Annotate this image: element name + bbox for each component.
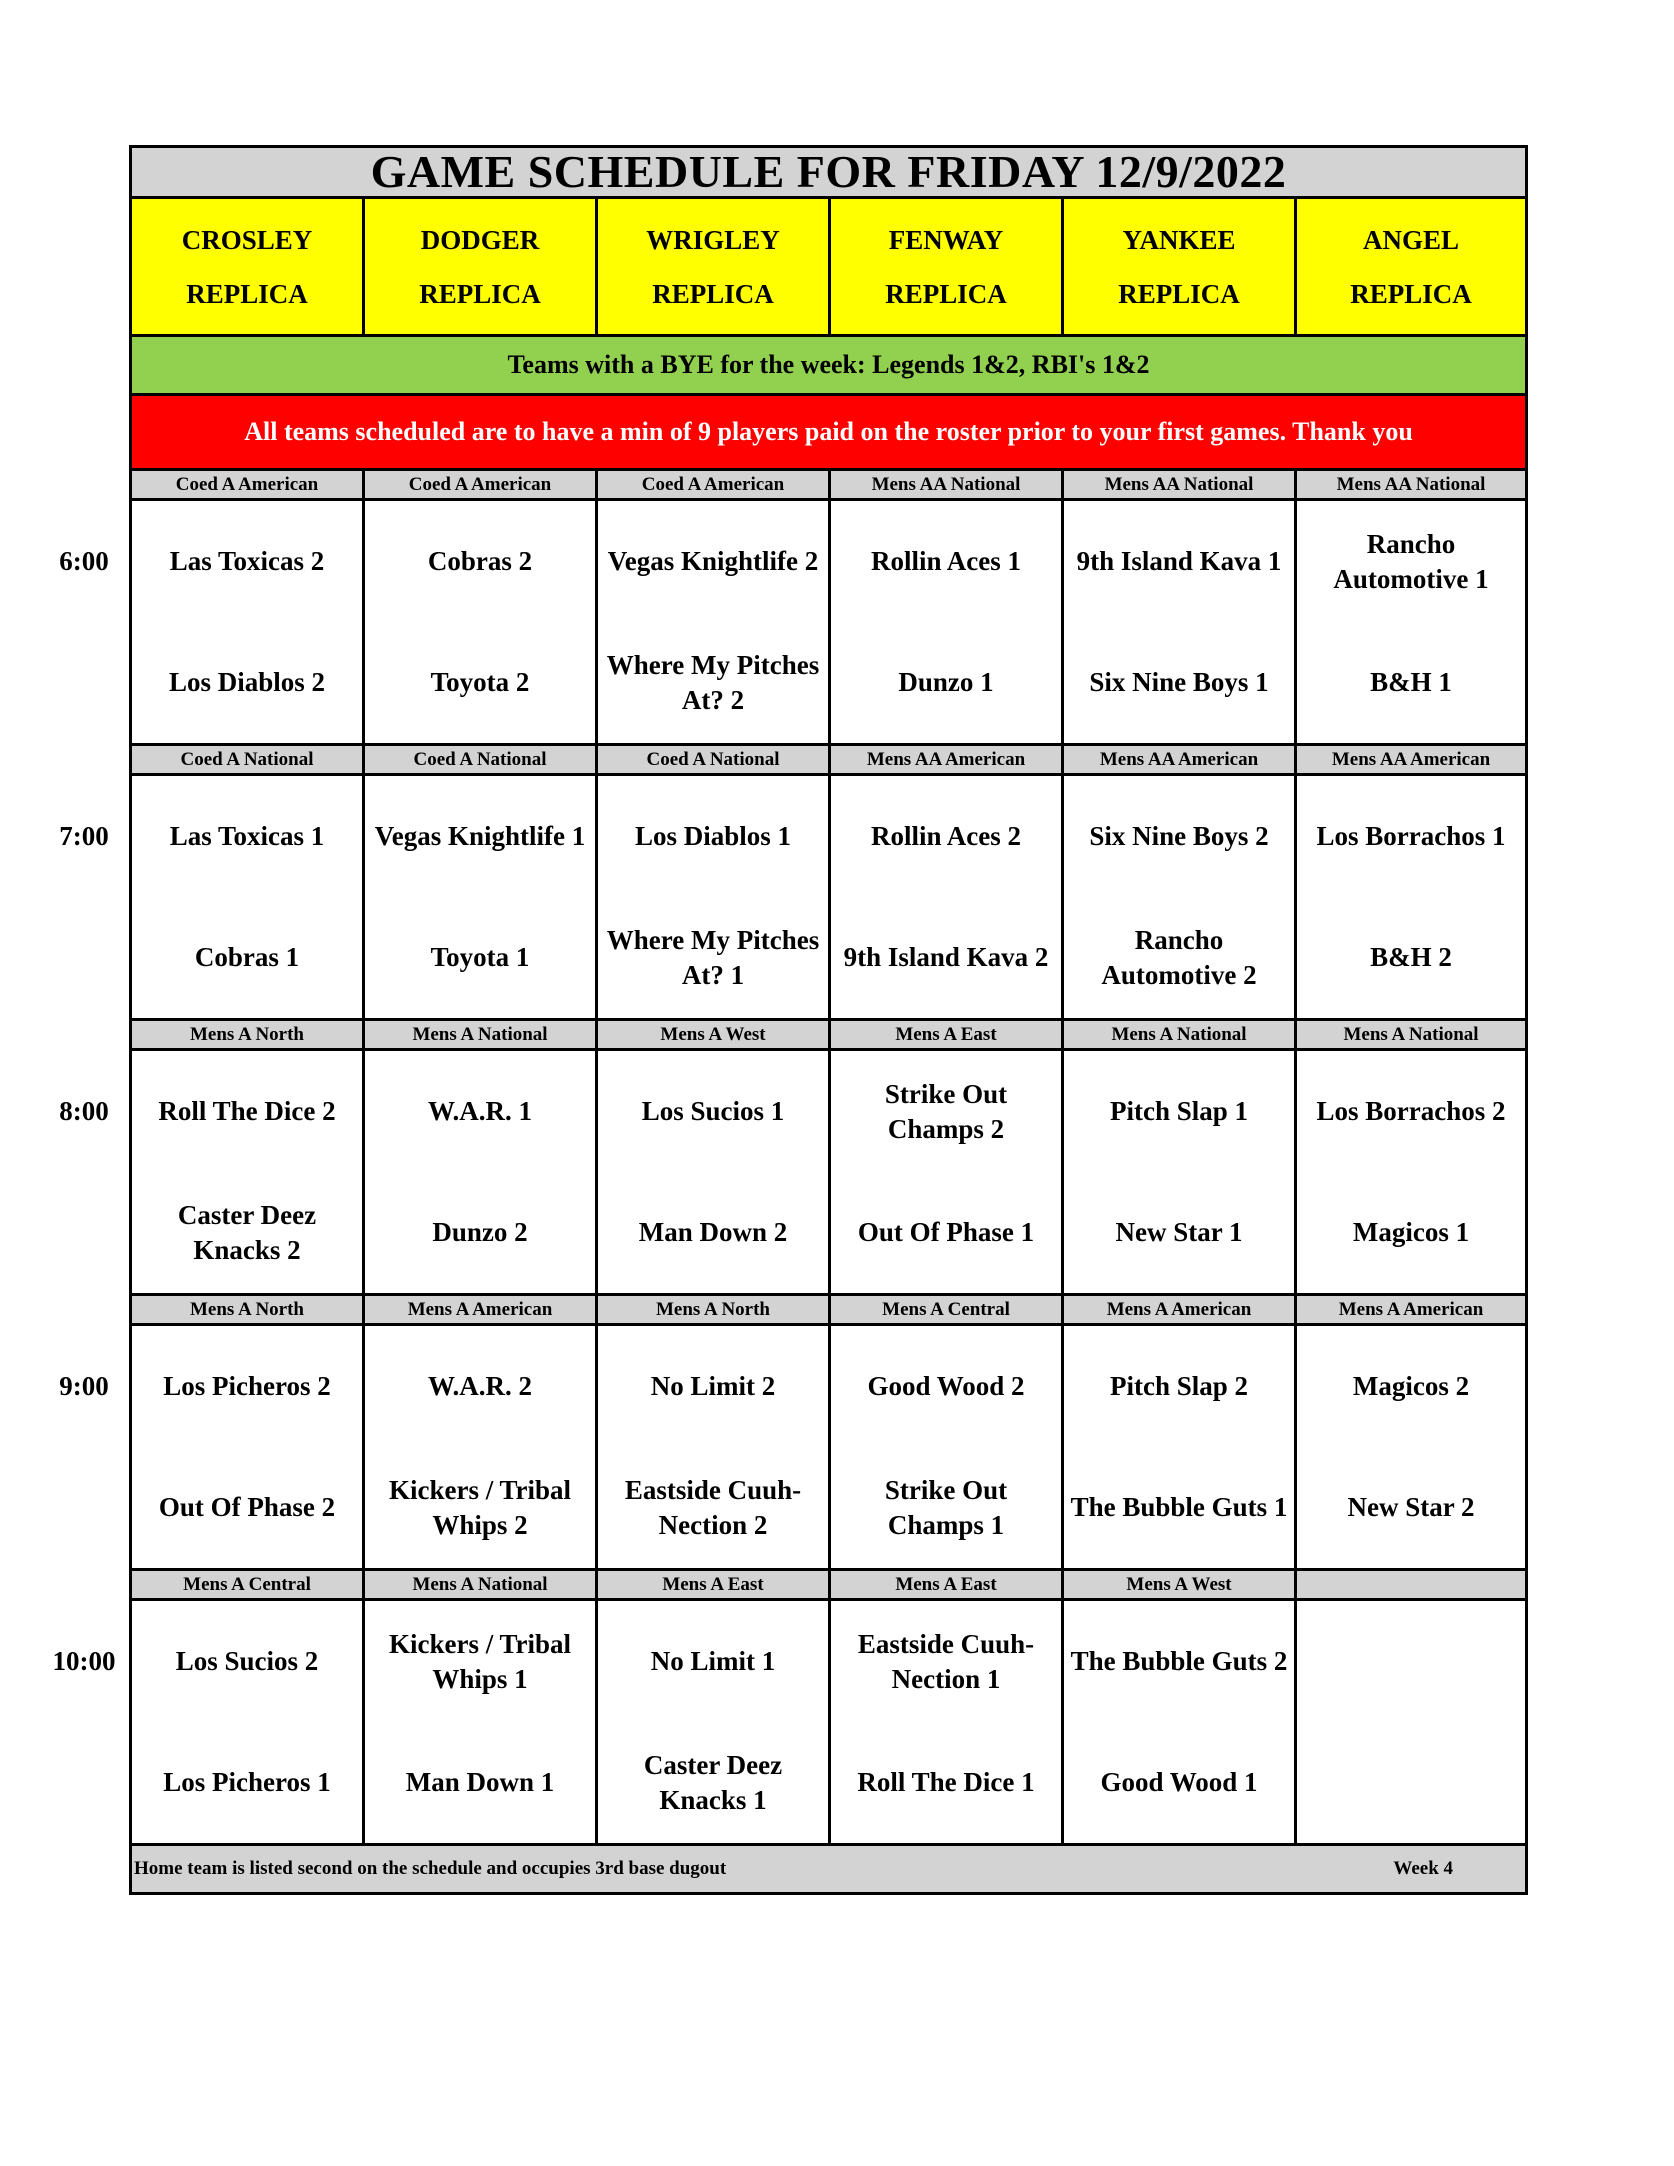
away-team: Vegas Knightlife 1 [374, 821, 586, 851]
division-label: Mens A National [1063, 1020, 1296, 1050]
footer-row [131, 1845, 1527, 1894]
home-team: Los Diablos 2 [168, 667, 326, 697]
home-team: Where My Pitches At? 2 [606, 649, 820, 715]
division-label [1296, 1570, 1527, 1600]
field-name: CROSLEY [181, 224, 313, 255]
matchup [1064, 1051, 1294, 1293]
division-label: Mens AA National [830, 470, 1063, 500]
game-cell [364, 1050, 597, 1295]
game-cell [830, 500, 1063, 745]
game-cell [1063, 1600, 1296, 1845]
home-team: B&H 1 [1370, 667, 1452, 697]
home-team: Caster Deez Knacks 1 [643, 1749, 783, 1815]
away-team: W.A.R. 1 [427, 1096, 533, 1126]
division-label: Mens A American [1296, 1295, 1527, 1325]
home-team: Where My Pitches At? 1 [606, 924, 820, 990]
time-label: 10:00 [52, 1645, 116, 1676]
game-cell [131, 500, 364, 745]
division-label: Mens A Central [131, 1570, 364, 1600]
away-team: Pitch Slap 1 [1109, 1096, 1249, 1126]
division-row [131, 470, 1527, 500]
division-label: Mens A West [597, 1020, 830, 1050]
matchup [831, 776, 1061, 1018]
away-team: Roll The Dice 2 [158, 1096, 336, 1126]
field-header [830, 198, 1063, 336]
division-label: Mens A West [1063, 1570, 1296, 1600]
away-team: Vegas Knightlife 2 [607, 546, 819, 576]
matchup [1297, 776, 1525, 1018]
away-team: Los Sucios 2 [175, 1646, 319, 1676]
home-team: The Bubble Guts 1 [1070, 1492, 1288, 1522]
matchup [132, 501, 362, 743]
game-cell [830, 1325, 1063, 1570]
matchup [598, 1326, 828, 1568]
away-team: Good Wood 2 [867, 1371, 1025, 1401]
schedule-table [129, 145, 1528, 1895]
matchup [1064, 776, 1294, 1018]
matchup [598, 1051, 828, 1293]
away-team: The Bubble Guts 2 [1070, 1646, 1288, 1676]
away-team: Los Picheros 2 [163, 1371, 331, 1401]
matchup [132, 1326, 362, 1568]
division-label: Mens A East [830, 1570, 1063, 1600]
matchup [132, 1601, 362, 1843]
matchup [831, 1326, 1061, 1568]
field-subtitle: REPLICA [1350, 278, 1472, 309]
division-label: Coed A American [364, 470, 597, 500]
matchup [365, 1326, 595, 1568]
game-cell [830, 775, 1063, 1020]
home-team: Caster Deez Knacks 2 [177, 1199, 317, 1265]
game-cell [597, 775, 830, 1020]
game-cell [131, 1600, 364, 1845]
away-team: Rollin Aces 1 [870, 546, 1021, 576]
away-team [1297, 1601, 1525, 1722]
home-team: Roll The Dice 1 [857, 1767, 1035, 1797]
field-name: WRIGLEY [646, 224, 780, 255]
division-label: Mens AA American [1296, 745, 1527, 775]
game-row [131, 775, 1527, 1020]
home-team: Toyota 2 [430, 667, 530, 697]
home-team: Good Wood 1 [1100, 1767, 1258, 1797]
division-label: Mens AA American [1063, 745, 1296, 775]
matchup [598, 501, 828, 743]
matchup [1064, 1326, 1294, 1568]
time-label: 7:00 [59, 820, 109, 851]
division-label: Coed A American [131, 470, 364, 500]
division-label: Mens A North [131, 1295, 364, 1325]
home-team [1297, 1722, 1525, 1843]
away-team: No Limit 1 [650, 1646, 776, 1676]
week-label: Week 4 [1393, 1858, 1454, 1879]
home-team: B&H 2 [1370, 942, 1452, 972]
time-label: 8:00 [59, 1095, 109, 1126]
game-cell [830, 1600, 1063, 1845]
matchup [365, 501, 595, 743]
game-cell [1296, 500, 1527, 745]
division-label: Mens AA American [830, 745, 1063, 775]
home-team-note: Home team is listed second on the schedule and occupies 3rd base dugout [134, 1858, 727, 1879]
home-team: Dunzo 2 [432, 1217, 528, 1247]
game-cell [1063, 775, 1296, 1020]
away-team: Las Toxicas 2 [169, 546, 325, 576]
field-name: FENWAY [888, 224, 1004, 255]
division-label: Mens A North [131, 1020, 364, 1050]
home-team: Strike Out Champs 1 [884, 1474, 1008, 1540]
field-subtitle: REPLICA [885, 278, 1007, 309]
matchup [598, 776, 828, 1018]
game-cell [364, 1600, 597, 1845]
game-cell [1296, 1050, 1527, 1295]
away-team: Cobras 2 [427, 546, 533, 576]
footer-cell [131, 1845, 1527, 1894]
game-cell [597, 1325, 830, 1570]
field-name: ANGEL [1363, 224, 1460, 255]
schedule-sheet [129, 145, 1525, 1895]
division-label: Mens A National [364, 1570, 597, 1600]
matchup [1297, 1601, 1525, 1843]
away-team: Magicos 2 [1352, 1371, 1470, 1401]
game-cell [1063, 500, 1296, 745]
division-label: Mens A East [830, 1020, 1063, 1050]
division-row [131, 1570, 1527, 1600]
home-team: Magicos 1 [1352, 1217, 1470, 1247]
matchup [132, 1051, 362, 1293]
home-team: New Star 2 [1347, 1492, 1475, 1522]
field-subtitle: REPLICA [186, 278, 308, 309]
time-label: 6:00 [59, 545, 109, 576]
field-header [131, 198, 364, 336]
home-team: Kickers / Tribal Whips 2 [389, 1474, 571, 1540]
matchup [831, 501, 1061, 743]
away-team: Las Toxicas 1 [169, 821, 325, 851]
matchup [1297, 1051, 1525, 1293]
matchup [1297, 1326, 1525, 1568]
division-label: Mens A National [1296, 1020, 1527, 1050]
game-cell [1063, 1325, 1296, 1570]
away-team: Los Sucios 1 [641, 1096, 785, 1126]
game-cell [364, 500, 597, 745]
away-team: Six Nine Boys 2 [1089, 821, 1269, 851]
away-team: Rancho Automotive 1 [1333, 528, 1489, 594]
home-team: Toyota 1 [430, 942, 530, 972]
division-label: Mens A American [1063, 1295, 1296, 1325]
away-team: Strike Out Champs 2 [884, 1078, 1008, 1144]
away-team: Eastside Cuuh-Nection 1 [857, 1628, 1035, 1694]
field-subtitle: REPLICA [652, 278, 774, 309]
game-cell [597, 500, 830, 745]
division-label: Mens A Central [830, 1295, 1063, 1325]
footer-content [132, 1858, 1525, 1880]
matchup [365, 1601, 595, 1843]
field-subtitle: REPLICA [419, 278, 541, 309]
division-label: Mens AA National [1063, 470, 1296, 500]
game-cell [1296, 775, 1527, 1020]
away-team: W.A.R. 2 [427, 1371, 533, 1401]
field-header [364, 198, 597, 336]
home-team: Cobras 1 [194, 942, 300, 972]
away-team: Los Borrachos 1 [1316, 821, 1506, 851]
game-cell [364, 775, 597, 1020]
away-team: Los Borrachos 2 [1316, 1096, 1506, 1126]
away-team: No Limit 2 [650, 1371, 776, 1401]
home-team: Rancho Automotive 2 [1101, 924, 1257, 990]
home-team: Dunzo 1 [898, 667, 994, 697]
division-label: Coed A National [364, 745, 597, 775]
game-cell [597, 1050, 830, 1295]
matchup [1064, 501, 1294, 743]
game-cell [830, 1050, 1063, 1295]
division-label: Mens AA National [1296, 470, 1527, 500]
field-header [597, 198, 830, 336]
division-label: Coed A National [131, 745, 364, 775]
game-cell [131, 1325, 364, 1570]
away-team: Kickers / Tribal Whips 1 [389, 1628, 571, 1694]
matchup [598, 1601, 828, 1843]
home-team: Out Of Phase 2 [158, 1492, 336, 1522]
home-team: Man Down 2 [638, 1217, 788, 1247]
game-cell [1063, 1050, 1296, 1295]
matchup [365, 776, 595, 1018]
field-header [1063, 198, 1296, 336]
game-row [131, 500, 1527, 745]
game-cell [1296, 1325, 1527, 1570]
game-row [131, 1600, 1527, 1845]
field-header [1296, 198, 1527, 336]
division-label: Coed A American [597, 470, 830, 500]
home-team: Six Nine Boys 1 [1089, 667, 1269, 697]
away-team: Rollin Aces 2 [870, 821, 1021, 851]
away-team: Los Diablos 1 [634, 821, 792, 851]
division-label: Mens A National [364, 1020, 597, 1050]
division-row [131, 1295, 1527, 1325]
home-team: 9th Island Kava 2 [843, 942, 1049, 972]
bye-banner: Teams with a BYE for the week: Legends 1&2, RBI's 1&2 [131, 336, 1527, 395]
division-row [131, 745, 1527, 775]
game-cell [597, 1600, 830, 1845]
home-team: Los Picheros 1 [163, 1767, 331, 1797]
game-row [131, 1050, 1527, 1295]
matchup [365, 1051, 595, 1293]
away-team: 9th Island Kava 1 [1076, 546, 1282, 576]
game-cell [1296, 1600, 1527, 1845]
game-cell [364, 1325, 597, 1570]
home-team: New Star 1 [1115, 1217, 1243, 1247]
field-name: YANKEE [1122, 224, 1236, 255]
home-team: Eastside Cuuh-Nection 2 [624, 1474, 802, 1540]
division-row [131, 1020, 1527, 1050]
division-label: Mens A American [364, 1295, 597, 1325]
matchup [132, 776, 362, 1018]
division-label: Coed A National [597, 745, 830, 775]
field-subtitle: REPLICA [1118, 278, 1240, 309]
away-team: Pitch Slap 2 [1109, 1371, 1249, 1401]
matchup [831, 1051, 1061, 1293]
division-label: Mens A North [597, 1295, 830, 1325]
game-cell [131, 1050, 364, 1295]
field-header-row [131, 198, 1527, 336]
home-team: Out Of Phase 1 [857, 1217, 1035, 1247]
division-label: Mens A East [597, 1570, 830, 1600]
roster-notice-banner: All teams scheduled are to have a min of 9 players paid on the roster prior to your first games. Thank you [131, 395, 1527, 470]
page-title: GAME SCHEDULE FOR FRIDAY 12/9/2022 [131, 147, 1527, 198]
home-team: Man Down 1 [405, 1767, 555, 1797]
game-cell [131, 775, 364, 1020]
field-name: DODGER [420, 224, 540, 255]
matchup [831, 1601, 1061, 1843]
matchup [1297, 501, 1525, 743]
time-label: 9:00 [59, 1370, 109, 1401]
matchup [1064, 1601, 1294, 1843]
game-row [131, 1325, 1527, 1570]
